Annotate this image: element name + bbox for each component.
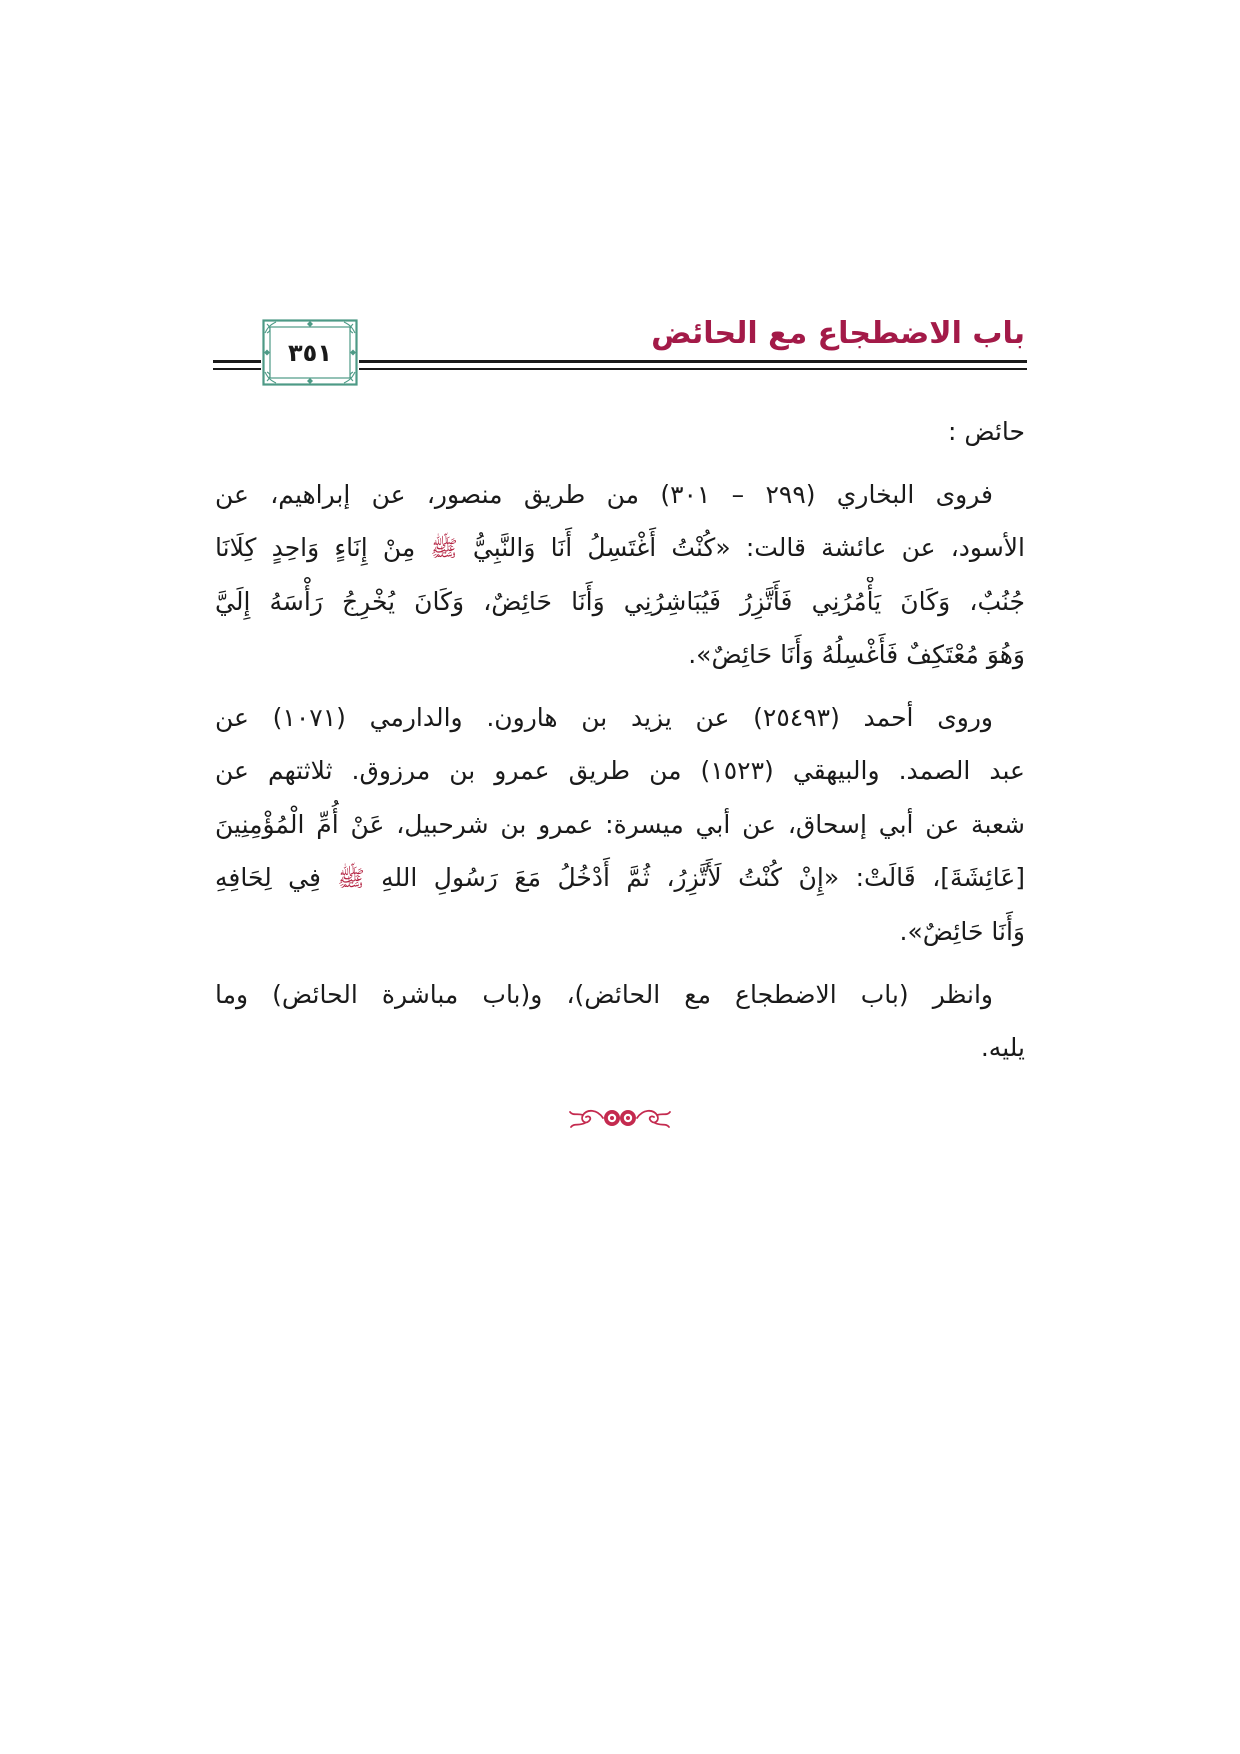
text-line [215, 853, 1025, 903]
text-segment: [عَائِشَةَ]، قَالَتْ: «إِنْ كُنْتُ لَأَتَّزِرُ، ثُمَّ أَدْخُلُ مَعَ رَسُولِ اللهِ [364, 863, 1025, 892]
text-line: وانظر (باب الاضطجاع مع الحائض)، و(باب مباشرة الحائض) وما [215, 980, 993, 1009]
chapter-title: باب الاضطجاع مع الحائض [651, 316, 1025, 351]
text-line: يليه. [980, 1033, 1025, 1062]
text-line [215, 523, 1025, 573]
ornament-rosettes [604, 1110, 636, 1126]
text-line: وَهُوَ مُعْتَكِفٌ فَأَغْسِلُهُ وَأَنَا حَائِضٌ». [688, 640, 1025, 669]
honorific-symbol: ﷺ [337, 866, 365, 892]
floral-divider-icon [565, 1100, 675, 1136]
ornament-left-flourish [570, 1111, 603, 1127]
honorific-symbol: ﷺ [430, 536, 458, 562]
text-line: شعبة عن أبي إسحاق، عن أبي ميسرة: عمرو بن شرحبيل، عَنْ أُمِّ الْمُؤْمِنِينَ [215, 810, 1025, 839]
text-line: عبد الصمد. والبيهقي (١٥٢٣) من طريق عمرو بن مرزوق. ثلاثتهم عن [215, 756, 1025, 785]
text-segment: فِي لِحَافِهِ [215, 863, 338, 892]
text-line: وَأَنَا حَائِضٌ». [899, 917, 1025, 946]
text-segment: الأسود، عن عائشة قالت: «كُنْتُ أَغْتَسِلُ أَنَا وَالنَّبِيُّ [457, 533, 1025, 562]
page-number: ٣٥١ [288, 338, 332, 367]
header-rule-thick-left [213, 360, 261, 363]
text-line: فروى البخاري (٢٩٩ – ٣٠١) من طريق منصور، عن إبراهيم، عن [215, 480, 993, 509]
lead-line: حائض : [947, 417, 1025, 446]
page-number-box [262, 319, 358, 386]
text-segment: مِنْ إِنَاءٍ وَاحِدٍ كِلَانَا [215, 533, 431, 562]
header-rule-thick-right [359, 360, 1027, 363]
header-rule-thin-left [213, 368, 261, 370]
header-rule-thin-right [359, 368, 1027, 370]
text-line: وروى أحمد (٢٥٤٩٣) عن يزيد بن هارون. والدارمي (١٠٧١) عن [215, 703, 993, 732]
text-line: جُنُبٌ، وَكَانَ يَأْمُرُنِي فَأَتَّزِرُ فَيُبَاشِرُنِي وَأَنَا حَائِضٌ، وَكَانَ يُخْرِجُ رَأْسَهُ إِلَيَّ [215, 587, 1025, 616]
ornament-right-flourish [637, 1111, 670, 1127]
